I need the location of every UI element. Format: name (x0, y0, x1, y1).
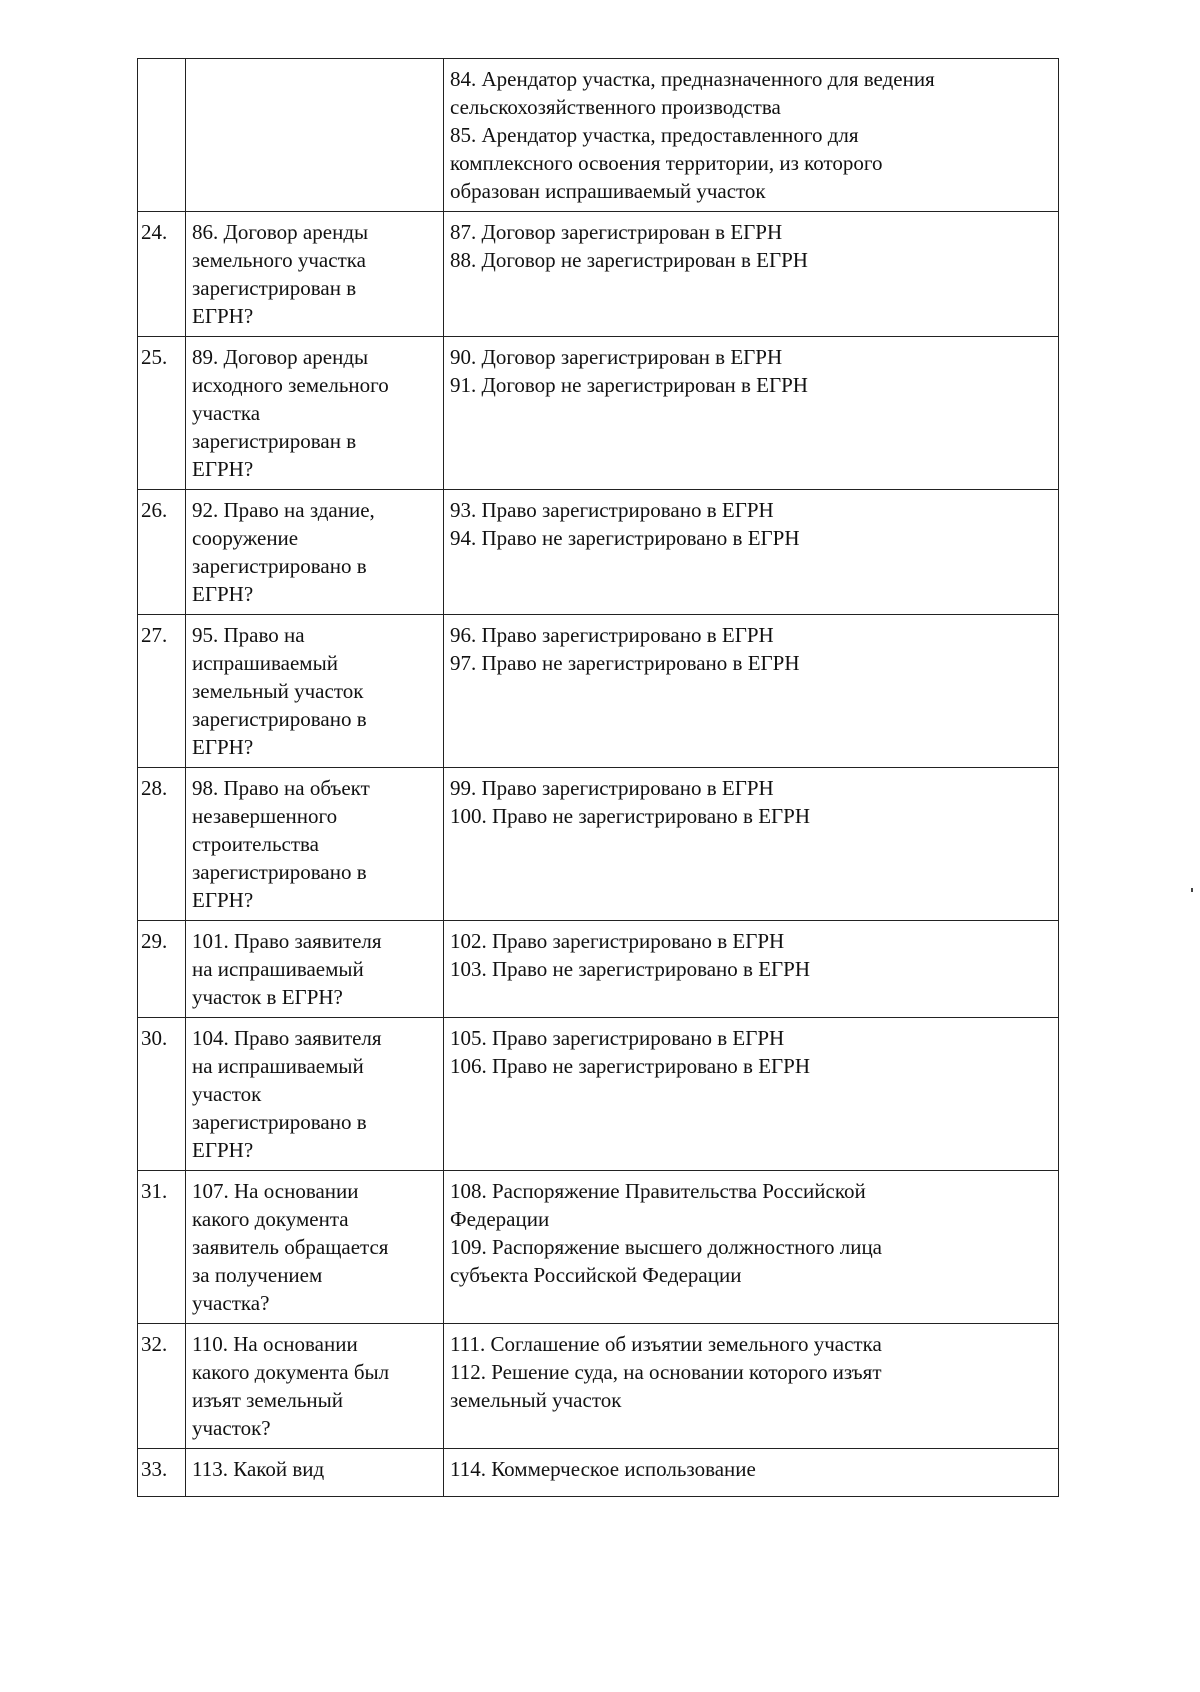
question-line: какого документа был (192, 1360, 390, 1384)
question-line: исходного земельного (192, 373, 389, 397)
row-number-cell (138, 1449, 186, 1497)
question-line: участка? (192, 1291, 270, 1315)
scan-speck (1191, 888, 1193, 892)
question-line: участок (192, 1082, 262, 1106)
table-row (138, 1449, 1059, 1497)
question-line: 107. На основании (192, 1179, 359, 1203)
row-number-cell (138, 337, 186, 490)
row-number: 27. (141, 623, 168, 647)
question-line: незавершенного (192, 804, 338, 828)
answer-line: 90. Договор зарегистрирован в ЕГРН (450, 345, 783, 369)
question-line: заявитель обращается (192, 1235, 389, 1259)
question-line: земельный участок (192, 679, 364, 703)
answers-cell (444, 921, 1059, 1018)
question-line: 101. Право заявителя (192, 929, 382, 953)
question-line: участка (192, 401, 261, 425)
question-line: 113. Какой вид (192, 1457, 325, 1481)
row-number-cell (138, 212, 186, 337)
answers-cell (444, 1018, 1059, 1171)
row-number: 32. (141, 1332, 168, 1356)
question-line: зарегистрировано в (192, 1110, 367, 1134)
answer-line: 85. Арендатор участка, предоставленного для (450, 123, 859, 147)
question-line: зарегистрирован в (192, 276, 357, 300)
answers-cell (444, 1449, 1059, 1497)
question-line: за получением (192, 1263, 323, 1287)
answer-line: образован испрашиваемый участок (450, 179, 766, 203)
table-row (138, 490, 1059, 615)
row-number-cell (138, 490, 186, 615)
question-line: ЕГРН? (192, 457, 254, 481)
question-line: 110. На основании (192, 1332, 358, 1356)
answers-cell (444, 337, 1059, 490)
answer-line: 109. Распоряжение высшего должностного лица (450, 1235, 883, 1259)
answer-line: сельскохозяйственного производства (450, 95, 781, 119)
question-line: зарегистрировано в (192, 707, 367, 731)
row-number-cell (138, 1171, 186, 1324)
question-line: ЕГРН? (192, 304, 254, 328)
table-row (138, 1018, 1059, 1171)
answer-line: 91. Договор не зарегистрирован в ЕГРН (450, 373, 808, 397)
question-cell (186, 337, 444, 490)
answers-cell (444, 490, 1059, 615)
question-cell (186, 921, 444, 1018)
question-line: 104. Право заявителя (192, 1026, 382, 1050)
table-row (138, 768, 1059, 921)
answer-line: субъекта Российской Федерации (450, 1263, 742, 1287)
question-line: зарегистрировано в (192, 860, 367, 884)
answer-line: 114. Коммерческое использование (450, 1457, 756, 1481)
row-number: 26. (141, 498, 168, 522)
question-line: строительства (192, 832, 320, 856)
question-line: 89. Договор аренды (192, 345, 369, 369)
question-line: изъят земельный (192, 1388, 343, 1412)
question-cell (186, 768, 444, 921)
row-number-cell (138, 59, 186, 212)
question-line: ЕГРН? (192, 1138, 254, 1162)
row-number-cell (138, 615, 186, 768)
question-line: 98. Право на объект (192, 776, 370, 800)
row-number: 25. (141, 345, 168, 369)
row-number: 31. (141, 1179, 168, 1203)
row-number-cell (138, 1018, 186, 1171)
question-cell (186, 1449, 444, 1497)
question-cell (186, 1324, 444, 1449)
table-row (138, 212, 1059, 337)
answer-line: земельный участок (450, 1388, 622, 1412)
question-line: 86. Договор аренды (192, 220, 369, 244)
question-line: ЕГРН? (192, 888, 254, 912)
answers-cell (444, 768, 1059, 921)
row-number: 30. (141, 1026, 168, 1050)
row-number-cell (138, 1324, 186, 1449)
table-row (138, 921, 1059, 1018)
question-line: какого документа (192, 1207, 349, 1231)
answer-line: 99. Право зарегистрировано в ЕГРН (450, 776, 774, 800)
answer-line: 111. Соглашение об изъятии земельного участка (450, 1332, 882, 1356)
answer-line: 87. Договор зарегистрирован в ЕГРН (450, 220, 783, 244)
answers-cell (444, 615, 1059, 768)
question-cell (186, 212, 444, 337)
answer-line: 94. Право не зарегистрировано в ЕГРН (450, 526, 800, 550)
row-number-cell (138, 921, 186, 1018)
row-number: 29. (141, 929, 168, 953)
answer-line: 102. Право зарегистрировано в ЕГРН (450, 929, 785, 953)
answers-cell (444, 1324, 1059, 1449)
answer-line: 106. Право не зарегистрировано в ЕГРН (450, 1054, 811, 1078)
question-line: испрашиваемый (192, 651, 338, 675)
question-line: на испрашиваемый (192, 957, 364, 981)
question-line: зарегистрировано в (192, 554, 367, 578)
answers-cell (444, 212, 1059, 337)
question-cell (186, 615, 444, 768)
question-cell (186, 490, 444, 615)
question-line: на испрашиваемый (192, 1054, 364, 1078)
answer-line: 88. Договор не зарегистрирован в ЕГРН (450, 248, 808, 272)
question-line: ЕГРН? (192, 735, 254, 759)
row-number: 28. (141, 776, 168, 800)
answer-line: 112. Решение суда, на основании которого изъят (450, 1360, 882, 1384)
table-row (138, 615, 1059, 768)
question-line: ЕГРН? (192, 582, 254, 606)
answers-cell (444, 1171, 1059, 1324)
answer-line: 93. Право зарегистрировано в ЕГРН (450, 498, 774, 522)
answer-line: 84. Арендатор участка, предназначенного для ведения (450, 67, 935, 91)
question-line: земельного участка (192, 248, 366, 272)
answers-cell (444, 59, 1059, 212)
answer-line: 103. Право не зарегистрировано в ЕГРН (450, 957, 811, 981)
answer-line: 97. Право не зарегистрировано в ЕГРН (450, 651, 800, 675)
question-line: участок? (192, 1416, 271, 1440)
answer-line: 108. Распоряжение Правительства Российской (450, 1179, 866, 1203)
question-line: участок в ЕГРН? (192, 985, 343, 1009)
questionnaire-table (137, 58, 1059, 1497)
table-row (138, 1324, 1059, 1449)
table-body (138, 59, 1059, 1497)
table-row (138, 337, 1059, 490)
answer-line: 100. Право не зарегистрировано в ЕГРН (450, 804, 811, 828)
table-row (138, 1171, 1059, 1324)
question-line: 95. Право на (192, 623, 305, 647)
question-cell (186, 59, 444, 212)
question-cell (186, 1018, 444, 1171)
row-number-cell (138, 768, 186, 921)
question-line: сооружение (192, 526, 299, 550)
answer-line: 105. Право зарегистрировано в ЕГРН (450, 1026, 785, 1050)
table-row (138, 59, 1059, 212)
answer-line: комплексного освоения территории, из которого (450, 151, 883, 175)
question-cell (186, 1171, 444, 1324)
answer-line: 96. Право зарегистрировано в ЕГРН (450, 623, 774, 647)
answer-line: Федерации (450, 1207, 550, 1231)
question-line: 92. Право на здание, (192, 498, 375, 522)
row-number: 33. (141, 1457, 168, 1481)
question-line: зарегистрирован в (192, 429, 357, 453)
row-number: 24. (141, 220, 168, 244)
